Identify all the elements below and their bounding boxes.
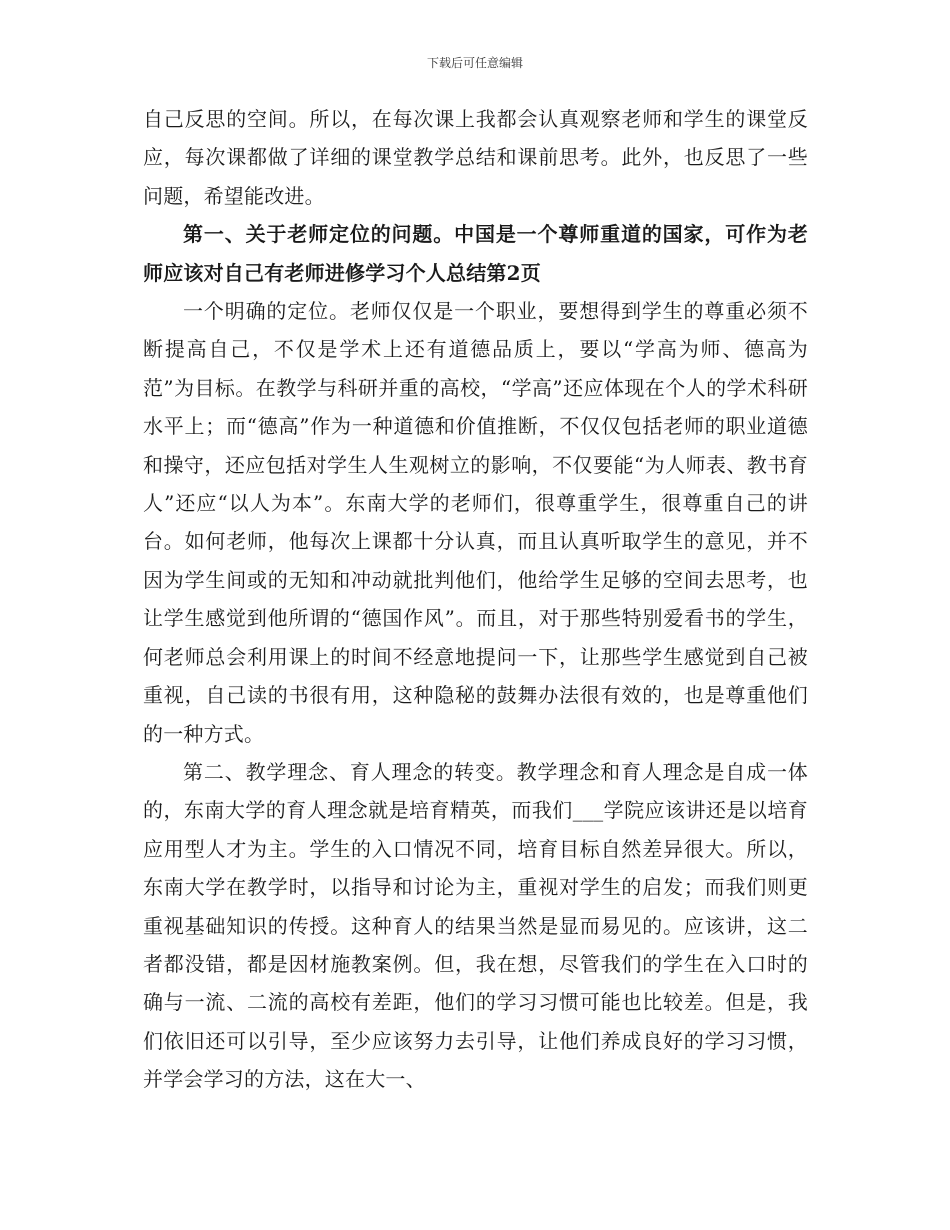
paragraph-2-heading: 第一、关于老师定位的问题。中国是一个尊师重道的国家，可作为老师应该对自己有老师进修学习个人总结第2页	[143, 222, 808, 285]
document-body	[143, 100, 808, 1099]
page-header-note: 下载后可任意编辑	[426, 56, 523, 70]
paragraph-4: 第二、教学理念、育人理念的转变。教学理念和育人理念是自成一体的，东南大学的育人理念就是培育精英，而我们___学院应该讲还是以培育应用型人才为主。学生的入口情况不同，培育目标自然差异很大。所以，东南大学在教学时，以指导和讨论为主，重视对学生的启发；而我们则更重视基础知识的传授。这种育人的结果当然是显而易见的。应该讲，这二者都没错，都是因材施教案例。但，我在想，尽管我们的学生在入口时的确与一流、二流的高校有差距，他们的学习习惯可能也比较差。但是，我们依旧还可以引导，至少应该努力去引导，让他们养成良好的学习习惯，并学会学习的方法，这在大一、	[143, 759, 808, 1092]
paragraph-3: 一个明确的定位。老师仅仅是一个职业，要想得到学生的尊重必须不断提高自己，不仅是学术上还有道德品质上，要以“学高为师、德高为范”为目标。在教学与科研并重的高校，“学高”还应体现在个人的学术科研水平上；而“德高”作为一种道德和价值推断，不仅仅包括老师的职业道德和操守，还应包括对学生人生观树立的影响，不仅要能“为人师表、教书育人”还应“以人为本”。东南大学的老师们，很尊重学生，很尊重自己的讲台。如何老师，他每次上课都十分认真，而且认真听取学生的意见，并不因为学生间或的无知和冲动就批判他们，他给学生足够的空间去思考，也让学生感觉到他所谓的“德国作风”。而且，对于那些特别爱看书的学生，何老师总会利用课上的时间不经意地提问一下，让那些学生感觉到自己被重视，自己读的书很有用，这种隐秘的鼓舞办法很有效的，也是尊重他们的一种方式。	[143, 299, 808, 746]
paragraph-1: 自己反思的空间。所以，在每次课上我都会认真观察老师和学生的课堂反应，每次课都做了详细的课堂教学总结和课前思考。此外，也反思了一些问题，希望能改进。	[143, 107, 808, 208]
